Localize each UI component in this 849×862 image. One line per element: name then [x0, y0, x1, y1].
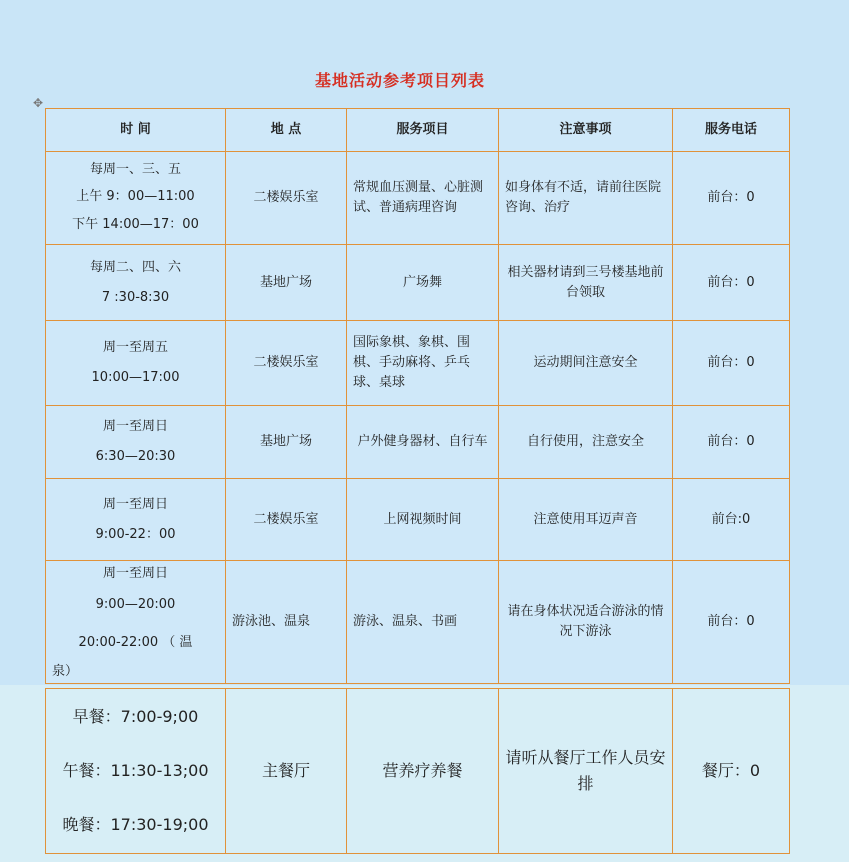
- notes-cell: 请在身体状况适合游泳的情况下游泳: [499, 561, 673, 684]
- phone-cell: 前台:0: [673, 479, 790, 561]
- time-line: 每周二、四、六: [89, 259, 181, 275]
- table-header-row: [46, 109, 790, 152]
- time-line: 泉）: [52, 664, 79, 679]
- time-line: 9:00—20:00: [95, 597, 176, 612]
- service-cell: 国际象棋、象棋、围棋、手动麻将、乒乓球、桌球: [347, 321, 499, 406]
- time-line: 每周一、三、五: [89, 162, 181, 177]
- meal-time-line: 早餐：7:00-9;00: [72, 707, 199, 726]
- service-cell: 广场舞: [347, 245, 499, 321]
- time-cell: [46, 479, 226, 561]
- header-time: 时 间: [46, 109, 226, 152]
- table-row: [46, 152, 790, 245]
- time-cell: [46, 245, 226, 321]
- service-cell: 上网视频时间: [347, 479, 499, 561]
- time-line: 7 :30-8:30: [101, 289, 170, 305]
- time-cell: [46, 321, 226, 406]
- service-cell: 游泳、温泉、书画: [347, 561, 499, 684]
- service-cell: 常规血压测量、心脏测试、普通病理咨询: [347, 152, 499, 245]
- phone-cell: 前台：0: [673, 561, 790, 684]
- place-cell: 二楼娱乐室: [226, 479, 347, 561]
- time-line: 周一至周日: [102, 496, 168, 512]
- time-line: 10:00—17:00: [91, 370, 180, 385]
- table-row: [46, 321, 790, 406]
- meal-service-cell: 营养疗养餐: [347, 689, 499, 854]
- table-row: [46, 689, 790, 854]
- table-row: [46, 406, 790, 479]
- notes-cell: 相关器材请到三号楼基地前台领取: [499, 245, 673, 321]
- place-cell: 二楼娱乐室: [226, 321, 347, 406]
- table-row: [46, 245, 790, 321]
- meal-time-line: 晚餐：17:30-19;00: [62, 815, 209, 834]
- notes-cell: 如身体有不适，请前往医院咨询、治疗: [499, 152, 673, 245]
- place-cell: 游泳池、温泉: [226, 561, 347, 684]
- service-cell: 户外健身器材、自行车: [347, 406, 499, 479]
- phone-cell: 前台：0: [673, 321, 790, 406]
- time-line: 周一至周日: [102, 566, 168, 581]
- time-line: 20:00-22:00 （ 温: [78, 635, 193, 650]
- page-title: 基地活动参考项目列表: [314, 71, 485, 90]
- time-line: 上午 9：00—11:00: [76, 189, 195, 204]
- place-cell: 二楼娱乐室: [226, 152, 347, 245]
- meal-time-cell: [46, 689, 226, 854]
- time-cell: [46, 561, 226, 684]
- meal-phone-cell: 餐厅：0: [673, 689, 790, 854]
- phone-cell: 前台：0: [673, 406, 790, 479]
- time-cell: [46, 152, 226, 245]
- meal-time-line: 午餐：11:30-13;00: [62, 761, 209, 780]
- header-place: 地 点: [226, 109, 347, 152]
- meal-place-cell: 主餐厅: [226, 689, 347, 854]
- header-service: 服务项目: [347, 109, 499, 152]
- activity-table: [45, 108, 790, 684]
- time-cell: [46, 406, 226, 479]
- notes-cell: 运动期间注意安全: [499, 321, 673, 406]
- place-cell: 基地广场: [226, 406, 347, 479]
- meal-notes-cell: 请听从餐厅工作人员安排: [499, 689, 673, 854]
- notes-cell: 自行使用，注意安全: [499, 406, 673, 479]
- table-row: [46, 561, 790, 684]
- table-row: [46, 479, 790, 561]
- header-phone: 服务电话: [673, 109, 790, 152]
- phone-cell: 前台：0: [673, 152, 790, 245]
- time-line: 6:30—20:30: [95, 449, 176, 464]
- time-line: 周一至周五: [102, 340, 168, 355]
- notes-cell: 注意使用耳迈声音: [499, 479, 673, 561]
- time-line: 周一至周日: [102, 419, 168, 434]
- time-line: 下午 14:00—17：00: [72, 217, 199, 232]
- move-arrows-icon[interactable]: ✥: [33, 96, 44, 110]
- time-line: 9:00-22：00: [95, 526, 176, 542]
- meal-table: [45, 688, 790, 854]
- header-notes: 注意事项: [499, 109, 673, 152]
- phone-cell: 前台：0: [673, 245, 790, 321]
- place-cell: 基地广场: [226, 245, 347, 321]
